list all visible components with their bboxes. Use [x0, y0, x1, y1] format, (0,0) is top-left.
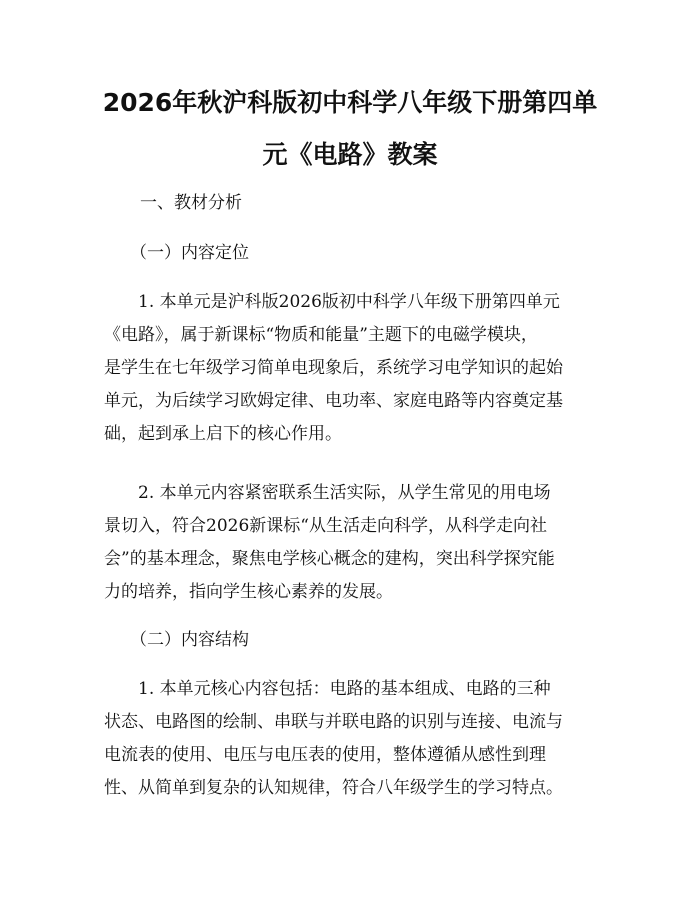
- paragraph-line: 景切入，符合2026新课标“从生活走向科学，从科学走向社: [104, 516, 547, 536]
- paragraph-positioning-1: [104, 286, 604, 451]
- paragraph-line: 2. 本单元内容紧密联系生活实际，从学生常见的用电场: [138, 483, 551, 503]
- document-title-line-2: 元《电路》教案: [262, 140, 438, 169]
- paragraph-line: 力的培养，指向学生核心素养的发展。: [104, 582, 393, 602]
- paragraph-line: 单元，为后续学习欧姆定律、电功率、家庭电路等内容奠定基: [104, 391, 563, 411]
- subsection-heading-content-structure: （二）内容结构: [130, 630, 249, 650]
- paragraph-positioning-2: [104, 477, 604, 609]
- paragraph-line: 状态、电路图的绘制、串联与并联电路的识别与连接、电流与: [104, 712, 563, 732]
- document-title-line-1: 2026年秋沪科版初中科学八年级下册第四单: [102, 88, 598, 117]
- subsection-heading-content-positioning: （一）内容定位: [130, 243, 249, 263]
- paragraph-line: 是学生在七年级学习简单电现象后，系统学习电学知识的起始: [104, 358, 563, 378]
- paragraph-structure-1: [104, 673, 604, 805]
- paragraph-line: 1. 本单元核心内容包括：电路的基本组成、电路的三种: [138, 679, 551, 699]
- paragraph-line: 《电路》，属于新课标“物质和能量”主题下的电磁学模块，: [104, 325, 538, 345]
- paragraph-line: 会”的基本理念，聚焦电学核心概念的建构，突出科学探究能: [104, 549, 555, 569]
- section-heading-textbook-analysis: 一、教材分析: [140, 193, 242, 213]
- paragraph-line: 础，起到承上启下的核心作用。: [104, 424, 342, 444]
- paragraph-line: 1. 本单元是沪科版2026版初中科学八年级下册第四单元: [138, 292, 560, 312]
- paragraph-line: 性、从简单到复杂的认知规律，符合八年级学生的学习特点。: [104, 778, 563, 798]
- paragraph-line: 电流表的使用、电压与电压表的使用，整体遵循从感性到理: [104, 745, 546, 765]
